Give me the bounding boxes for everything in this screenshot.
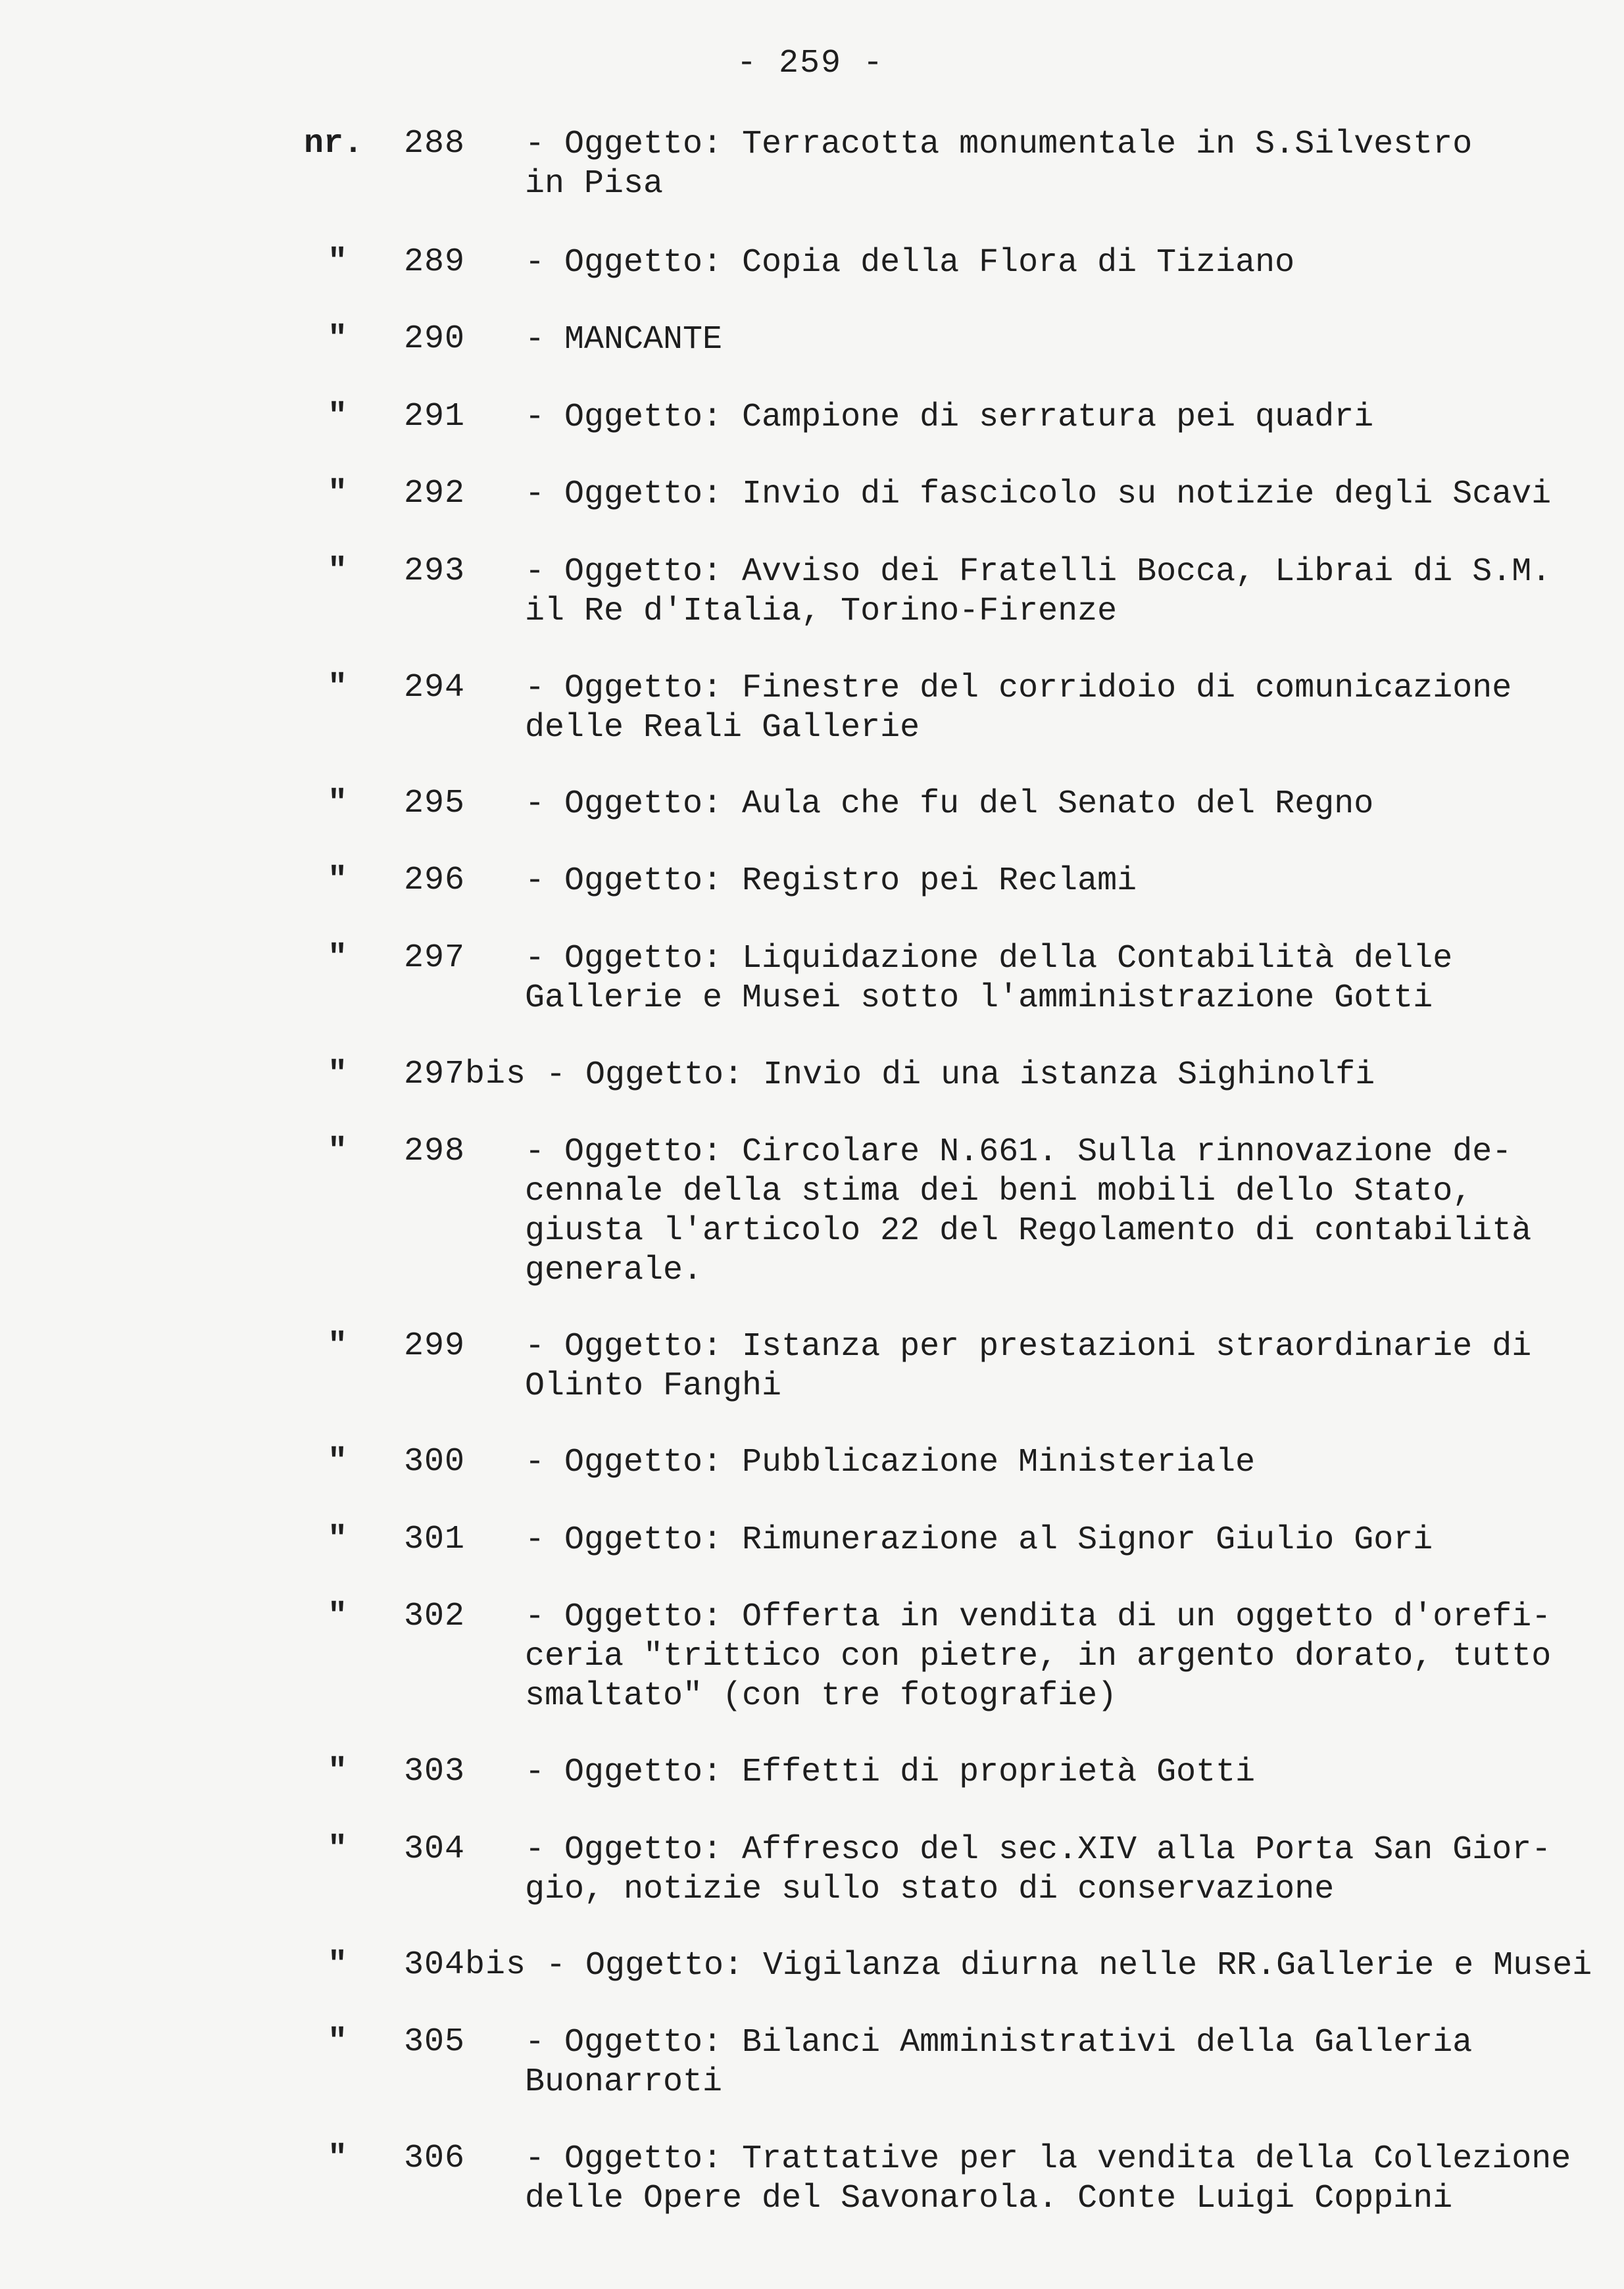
ditto-mark: "	[328, 1056, 348, 1093]
entry-line: delle Opere del Savonarola. Conte Luigi Coppini	[525, 2180, 1453, 2217]
entry-description	[525, 1598, 1604, 1716]
entry-description	[525, 2140, 1604, 2219]
entry-line: - Oggetto: Aula che fu del Senato del Regno	[525, 785, 1374, 823]
entry-description	[525, 1753, 1604, 1792]
entry-number: 305	[404, 2023, 466, 2061]
entry-prefix: nr.	[304, 125, 364, 162]
entry-line: delle Reali Gallerie	[525, 709, 920, 747]
entry-line: - Oggetto: Copia della Flora di Tiziano	[525, 244, 1295, 282]
ditto-mark: "	[328, 553, 348, 590]
entry-number: 296	[404, 862, 466, 899]
entry-line: - Oggetto: Vigilanza diurna nelle RR.Gallerie e Musei	[546, 1947, 1592, 1984]
entry-description	[525, 1831, 1604, 1909]
entry-number: 290	[404, 320, 466, 358]
entry-number: 303	[404, 1753, 466, 1790]
entry-line: smaltato" (con tre fotografie)	[525, 1677, 1118, 1715]
entry-line: Buonarroti	[525, 2063, 723, 2101]
entry-line: - Oggetto: Effetti di proprietà Gotti	[525, 1754, 1256, 1791]
ditto-mark: "	[328, 475, 348, 512]
entry-number: 295	[404, 785, 466, 822]
entry-description	[546, 1946, 1624, 1986]
ditto-mark: "	[328, 785, 348, 822]
entry-description	[525, 398, 1604, 437]
entry-description	[525, 475, 1604, 514]
entry-line: - Oggetto: Invio di una istanza Sighinolfi	[546, 1056, 1375, 1094]
entry-line: Olinto Fanghi	[525, 1367, 782, 1405]
entry-line: - Oggetto: Pubblicazione Ministeriale	[525, 1444, 1256, 1481]
entry-number: 302	[404, 1598, 466, 1635]
ditto-mark: "	[328, 320, 348, 358]
ditto-mark: "	[328, 2023, 348, 2061]
page-number: - 259 -	[737, 45, 885, 82]
entry-line: - Oggetto: Offerta in vendita di un oggetto d'orefi-	[525, 1598, 1552, 1636]
ditto-mark: "	[328, 1443, 348, 1481]
entry-line: - Oggetto: Avviso dei Fratelli Bocca, Librai di S.M.	[525, 553, 1552, 591]
entry-line: - Oggetto: Terracotta monumentale in S.Silvestro	[525, 126, 1473, 163]
entry-description	[525, 1443, 1604, 1483]
entry-line: - Oggetto: Campione di serratura pei quadri	[525, 399, 1374, 436]
entry-description	[525, 125, 1604, 204]
entry-description	[525, 243, 1604, 283]
entry-line: - Oggetto: Bilanci Amministrativi della Galleria	[525, 2024, 1473, 2061]
entry-description	[525, 862, 1604, 901]
entry-line: in Pisa	[525, 165, 664, 203]
entry-number: 306	[404, 2140, 466, 2177]
entry-description	[525, 1133, 1604, 1291]
ditto-mark: "	[328, 1946, 348, 1984]
entry-number: 288	[404, 125, 466, 162]
entry-number: 304	[404, 1831, 466, 1868]
entry-line: - Oggetto: Finestre del corridoio di comunicazione	[525, 670, 1512, 707]
entry-line: - Oggetto: Rimunerazione al Signor Giulio Gori	[525, 1521, 1433, 1559]
entry-line: - Oggetto: Affresco del sec.XIV alla Porta San Gior-	[525, 1831, 1552, 1869]
entry-description	[525, 785, 1604, 824]
ditto-mark: "	[328, 1753, 348, 1790]
entry-description	[525, 320, 1604, 360]
entry-number: 304bis	[404, 1946, 527, 1984]
entry-number: 301	[404, 1521, 466, 1558]
entry-description	[525, 1521, 1604, 1560]
entry-number: 299	[404, 1327, 466, 1365]
entry-line: - Oggetto: Istanza per prestazioni straordinarie di	[525, 1328, 1532, 1366]
ditto-mark: "	[328, 1521, 348, 1558]
ditto-mark: "	[328, 939, 348, 977]
entry-line: ceria "trittico con pietre, in argento dorato, tutto	[525, 1638, 1552, 1675]
entry-number: 300	[404, 1443, 466, 1481]
entry-number: 298	[404, 1133, 466, 1170]
entry-description	[525, 553, 1604, 631]
entry-number: 297bis	[404, 1056, 527, 1093]
ditto-mark: "	[328, 669, 348, 706]
entry-number: 292	[404, 475, 466, 512]
entry-number: 289	[404, 243, 466, 281]
entry-number: 291	[404, 398, 466, 435]
ditto-mark: "	[328, 1133, 348, 1170]
entry-line: generale.	[525, 1252, 703, 1289]
ditto-mark: "	[328, 1327, 348, 1365]
entry-line: - Oggetto: Circolare N.661. Sulla rinnovazione de-	[525, 1133, 1512, 1171]
ditto-mark: "	[328, 2140, 348, 2177]
entry-number: 297	[404, 939, 466, 977]
entry-line: Gallerie e Musei sotto l'amministrazione Gotti	[525, 979, 1433, 1017]
entry-number: 293	[404, 553, 466, 590]
entry-description	[525, 669, 1604, 748]
entry-line: gio, notizie sullo stato di conservazione	[525, 1871, 1335, 1908]
ditto-mark: "	[328, 1831, 348, 1868]
entry-description	[525, 1327, 1604, 1406]
entry-line: giusta l'articolo 22 del Regolamento di contabilità	[525, 1212, 1532, 1250]
entry-line: - Oggetto: Registro pei Reclami	[525, 862, 1137, 900]
ditto-mark: "	[328, 1598, 348, 1635]
ditto-mark: "	[328, 398, 348, 435]
ditto-mark: "	[328, 243, 348, 281]
entry-line: il Re d'Italia, Torino-Firenze	[525, 593, 1118, 630]
entry-line: cennale della stima dei beni mobili dello Stato,	[525, 1173, 1473, 1210]
ditto-mark: "	[328, 862, 348, 899]
entry-line: - Oggetto: Liquidazione della Contabilità delle	[525, 940, 1453, 977]
entry-description	[546, 1056, 1624, 1095]
entry-line: - MANCANTE	[525, 321, 723, 358]
entry-number: 294	[404, 669, 466, 706]
entry-line: - Oggetto: Trattative per la vendita della Collezione	[525, 2140, 1571, 2178]
entry-description	[525, 939, 1604, 1018]
entry-line: - Oggetto: Invio di fascicolo su notizie degli Scavi	[525, 476, 1552, 513]
entry-description	[525, 2023, 1604, 2102]
